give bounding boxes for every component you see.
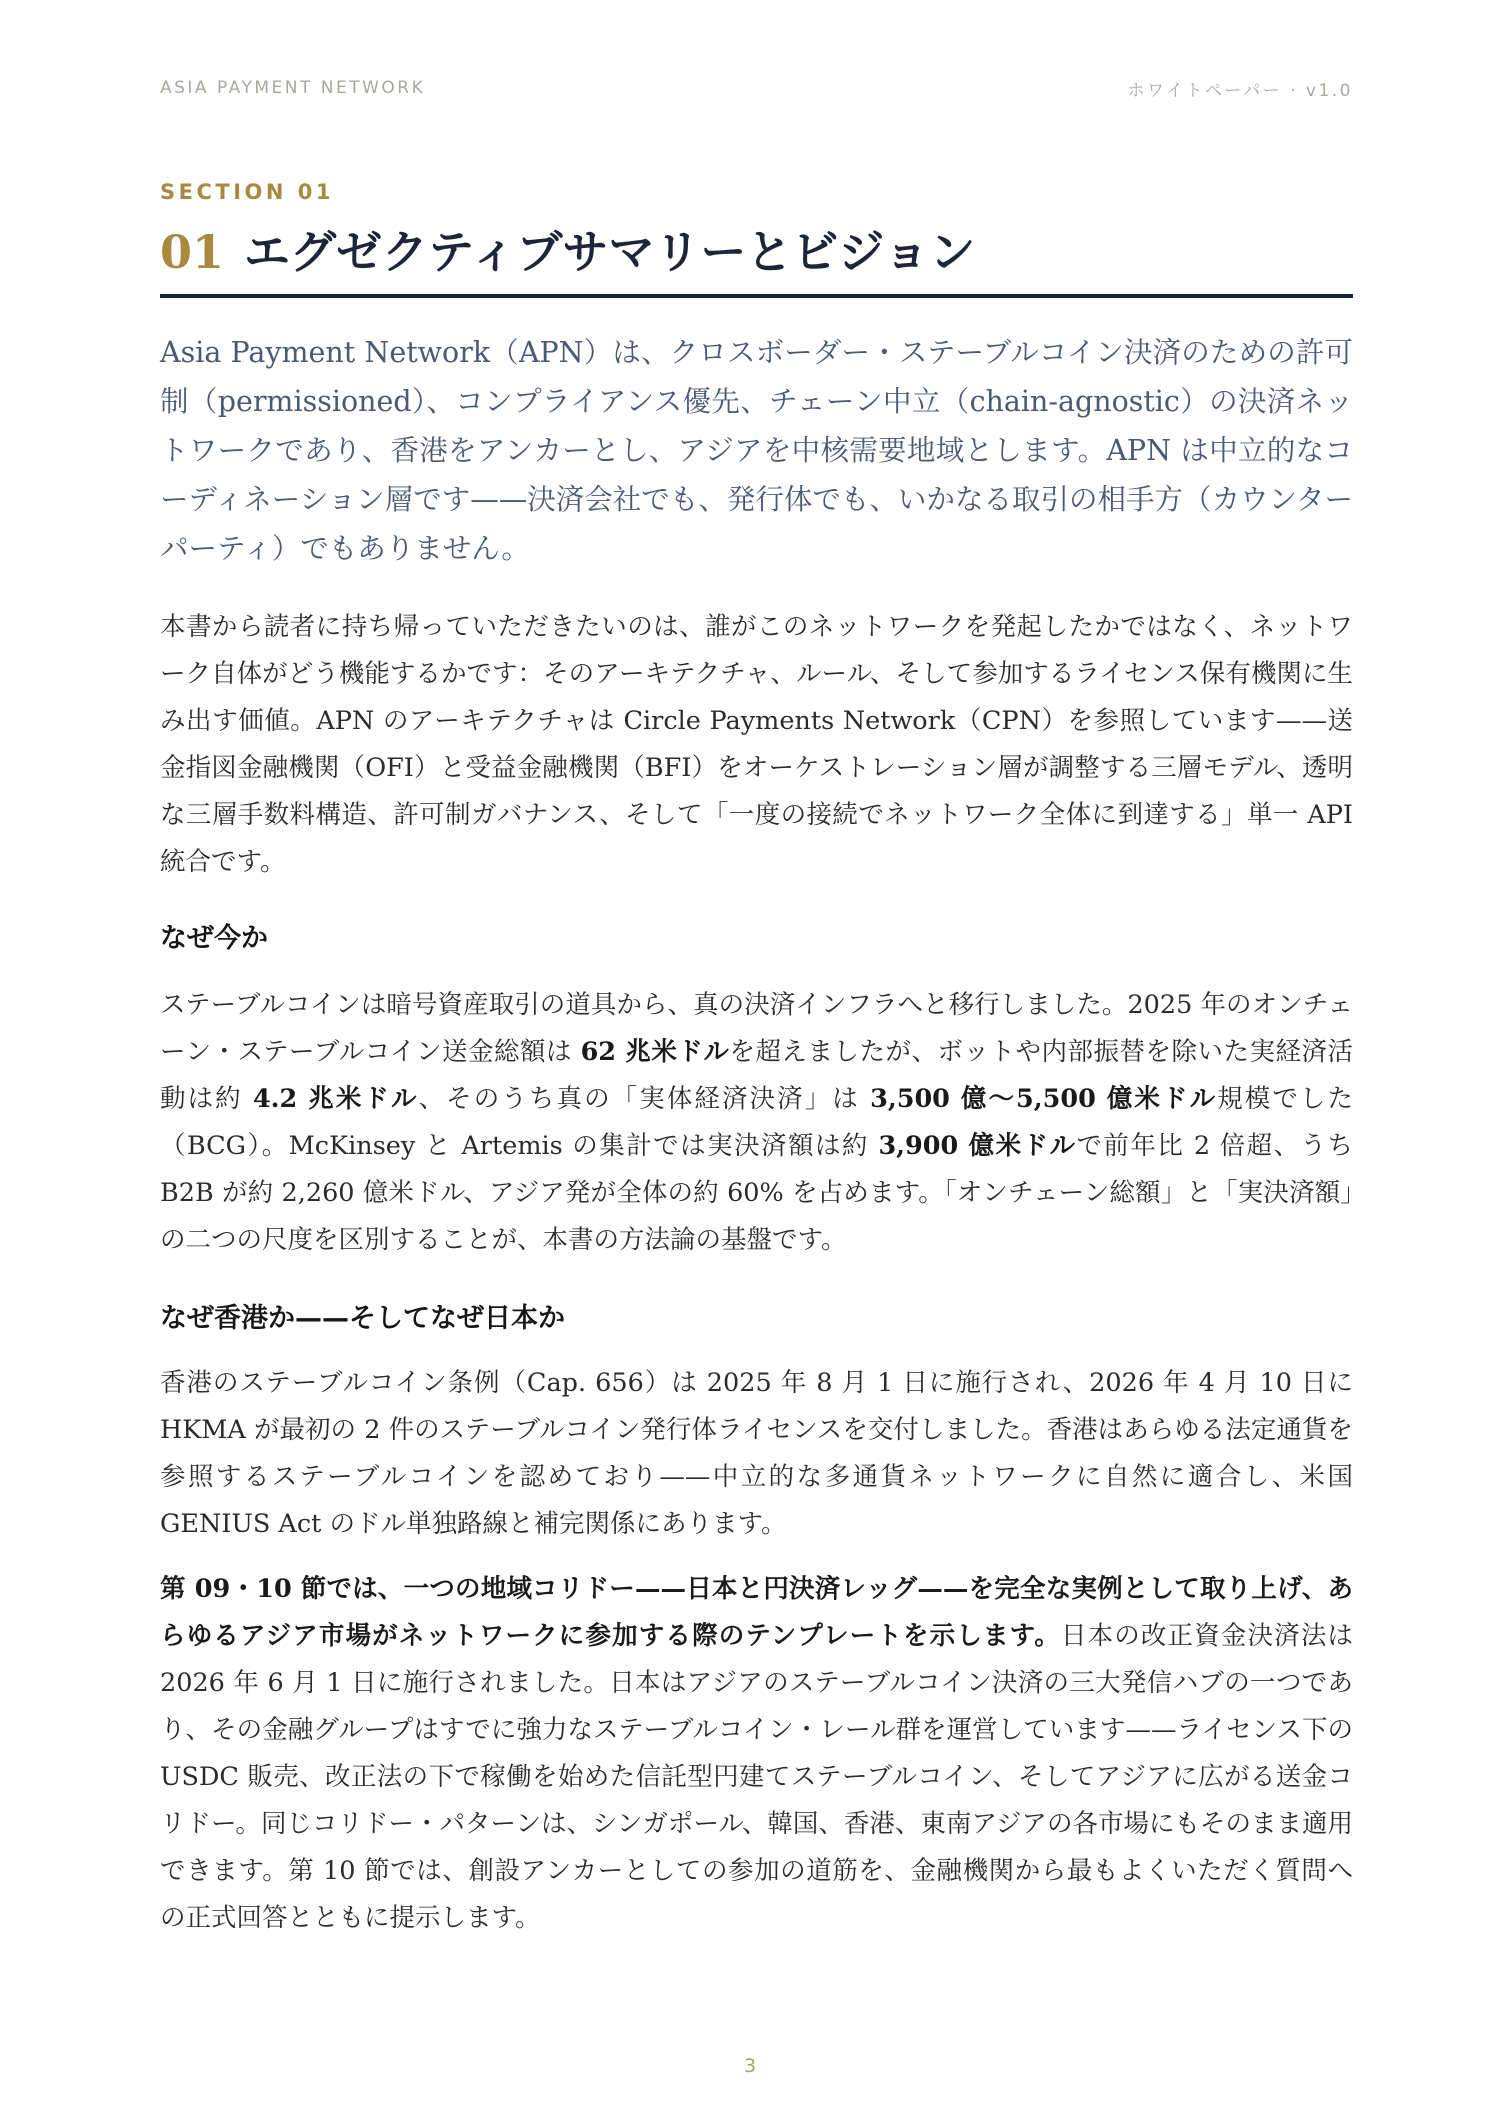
text-segment: 日本の改正資金決済法は 2026 年 6 月 1 日に施行されました。日本はアジアのステーブルコイン決済の三大発信ハブの一つであり、その金融グループはすでに強力なステーブルコイン・レール群を運営しています——ライセンス下の USDC 販売、改正法の下で稼働を始めた信託型円建てステーブルコイン、そしてアジアに広がる送金コリドー。同じコリドー・パターンは、シンガポール、韓国、香港、東南アジアの各市場にもそのまま適用できます。第 10 節では、創設アンカーとしての参加の道筋を、金融機関から最もよくいただく質問への正式回答とともに提示します。 xyxy=(160,1621,1353,1933)
hong-kong-paragraph: 香港のステーブルコイン条例（Cap. 656）は 2025 年 8 月 1 日に施行され、2026 年 4 月 10 日に HKMA が最初の 2 件のステーブルコイン発行体ライセンスを交付しました。香港はあらゆる法定通貨を参照するステーブルコインを認めており——中立的な多通貨ネットワークに自然に適合し、米国 GENIUS Act のドル単独路線と補完関係にあります。 xyxy=(160,1368,1353,1539)
header-brand: ASIA PAYMENT NETWORK xyxy=(160,78,426,98)
subheading-why-now: なぜ今か xyxy=(160,923,268,954)
highlight-figure: 62 兆米ドル xyxy=(580,1037,730,1067)
header-doc-label: ホワイトペーパー · v1.0 xyxy=(1127,80,1353,101)
section-title-text: エグゼクティブサマリーとビジョン xyxy=(244,225,976,279)
japan-paragraph xyxy=(160,1566,1353,1942)
section-number: 01 xyxy=(160,225,225,279)
text-segment: 、そのうち真の「実体経済決済」は xyxy=(418,1084,871,1114)
text-segment: ステーブルコインは暗号資産取引の道具から、真の決済インフラへと移行しました。2025 年のオンチェーン・ステーブルコイン送金総額は xyxy=(160,990,1353,1067)
text-segment: 規模でした（BCG）。McKinsey と Artemis の集計では実決済額は約 xyxy=(160,1084,1354,1161)
running-header xyxy=(160,76,1353,100)
text-segment: で前年比 2 倍超、うち B2B が約 2,260 億米ドル、アジア発が全体の約 60% を占めます。「オンチェーン総額」と「実決済額」の二つの尺度を区別することが、本書の方法論の基盤です。 xyxy=(160,1131,1353,1255)
intro-paragraph: Asia Payment Network（APN）は、クロスボーダー・ステーブルコイン決済のための許可制（permissioned）、コンプライアンス優先、チェーン中立（chain-agnostic）の決済ネットワークであり、香港をアンカーとし、アジアを中核需要地域とします。APN は中立的なコーディネーション層です——決済会社でも、発行体でも、いかなる取引の相手方（カウンターパーティ）でもありません。 xyxy=(160,336,1353,565)
lead-paragraph: 本書から読者に持ち帰っていただきたいのは、誰がこのネットワークを発起したかではなく、ネットワーク自体がどう機能するかです：そのアーキテクチャ、ルール、そして参加するライセンス保有機関に生み出す価値。APN のアーキテクチャは Circle Payments Network（CPN）を参照しています——送金指図金融機関（OFI）と受益金融機関（BFI）をオーケストレーション層が調整する三層モデル、透明な三層手数料構造、許可制ガバナンス、そして「一度の接続でネットワーク全体に到達する」単一 API 統合です。 xyxy=(160,612,1353,877)
subheading-why-hk-japan: なぜ香港か——そしてなぜ日本か xyxy=(160,1303,565,1334)
highlight-figure: 3,500 億〜5,500 億米ドル xyxy=(870,1084,1218,1114)
text-segment: を超えましたが、ボットや内部振替を除いた実経済活動は約 xyxy=(160,1037,1353,1114)
page-number: 3 xyxy=(743,2055,757,2077)
section-label: SECTION 01 xyxy=(160,180,334,204)
section-content xyxy=(160,178,1353,1942)
why-now-paragraph xyxy=(160,982,1353,1264)
highlight-sentence: 第 09・10 節では、一つの地域コリドー——日本と円決済レッグ——を完全な実例として取り上げ、あらゆるアジア市場がネットワークに参加する際のテンプレートを示します。 xyxy=(160,1574,1353,1651)
section-title xyxy=(160,222,1353,298)
highlight-figure: 3,900 億米ドル xyxy=(878,1131,1077,1161)
highlight-figure: 4.2 兆米ドル xyxy=(252,1084,419,1114)
